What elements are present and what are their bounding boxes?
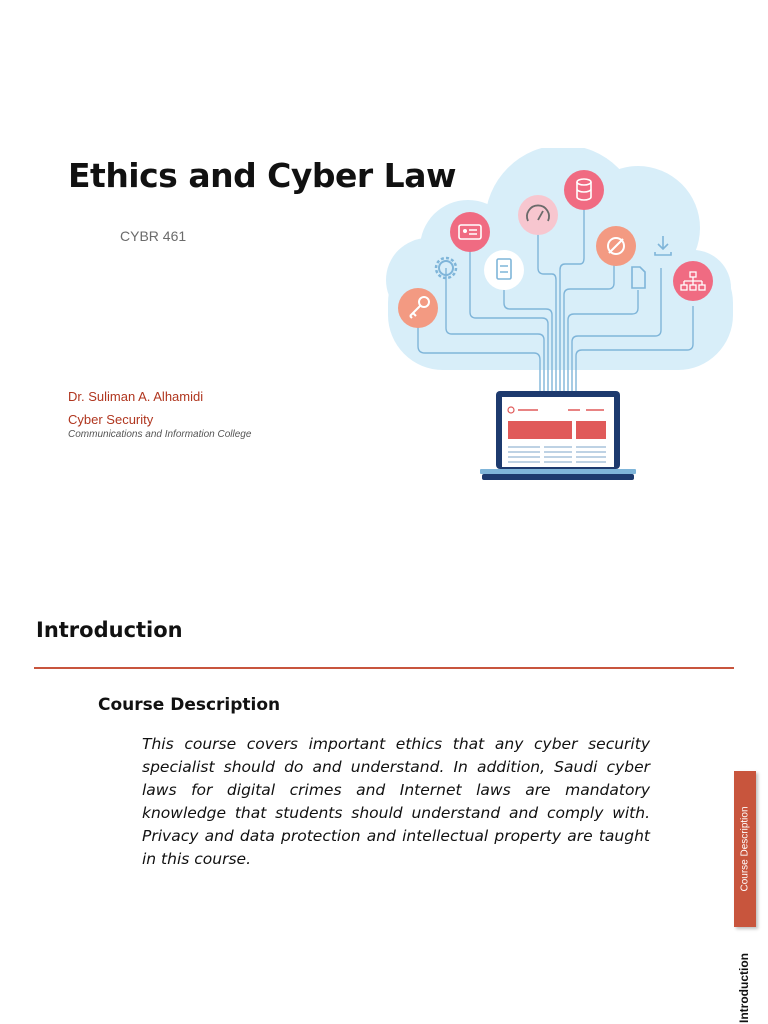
course-code: CYBR 461	[120, 228, 187, 244]
course-description-text: This course covers important ethics that any cyber security specialist should do and understand. In addition, Saudi cyber laws for digital crimes and Internet laws are mandatory knowledge that students should understand and comply with. Privacy and data protection and intellectual property are taught in this course.	[142, 735, 650, 868]
id-card-icon	[450, 212, 490, 252]
database-icon	[564, 170, 604, 210]
author-name: Dr. Suliman A. Alhamidi	[68, 389, 204, 404]
department-name: Cyber Security	[68, 412, 154, 427]
subsection-heading: Course Description	[98, 695, 281, 715]
settings-badge-icon	[596, 226, 636, 266]
cloud-computing-illustration	[368, 148, 758, 493]
gauge-icon	[518, 195, 558, 235]
side-section-label[interactable]: Introduction	[737, 953, 751, 1023]
side-tab-label: Course Description	[739, 806, 751, 892]
heading-divider	[34, 667, 734, 669]
document-icon	[484, 250, 524, 290]
slide-title: Ethics and Cyber Law	[68, 156, 456, 195]
laptop-icon	[480, 391, 636, 480]
section-heading: Introduction	[36, 618, 183, 642]
side-tab-course-description[interactable]	[734, 771, 756, 927]
college-name: Communications and Information College	[68, 429, 252, 440]
key-icon	[398, 288, 438, 328]
network-icon	[673, 261, 713, 301]
